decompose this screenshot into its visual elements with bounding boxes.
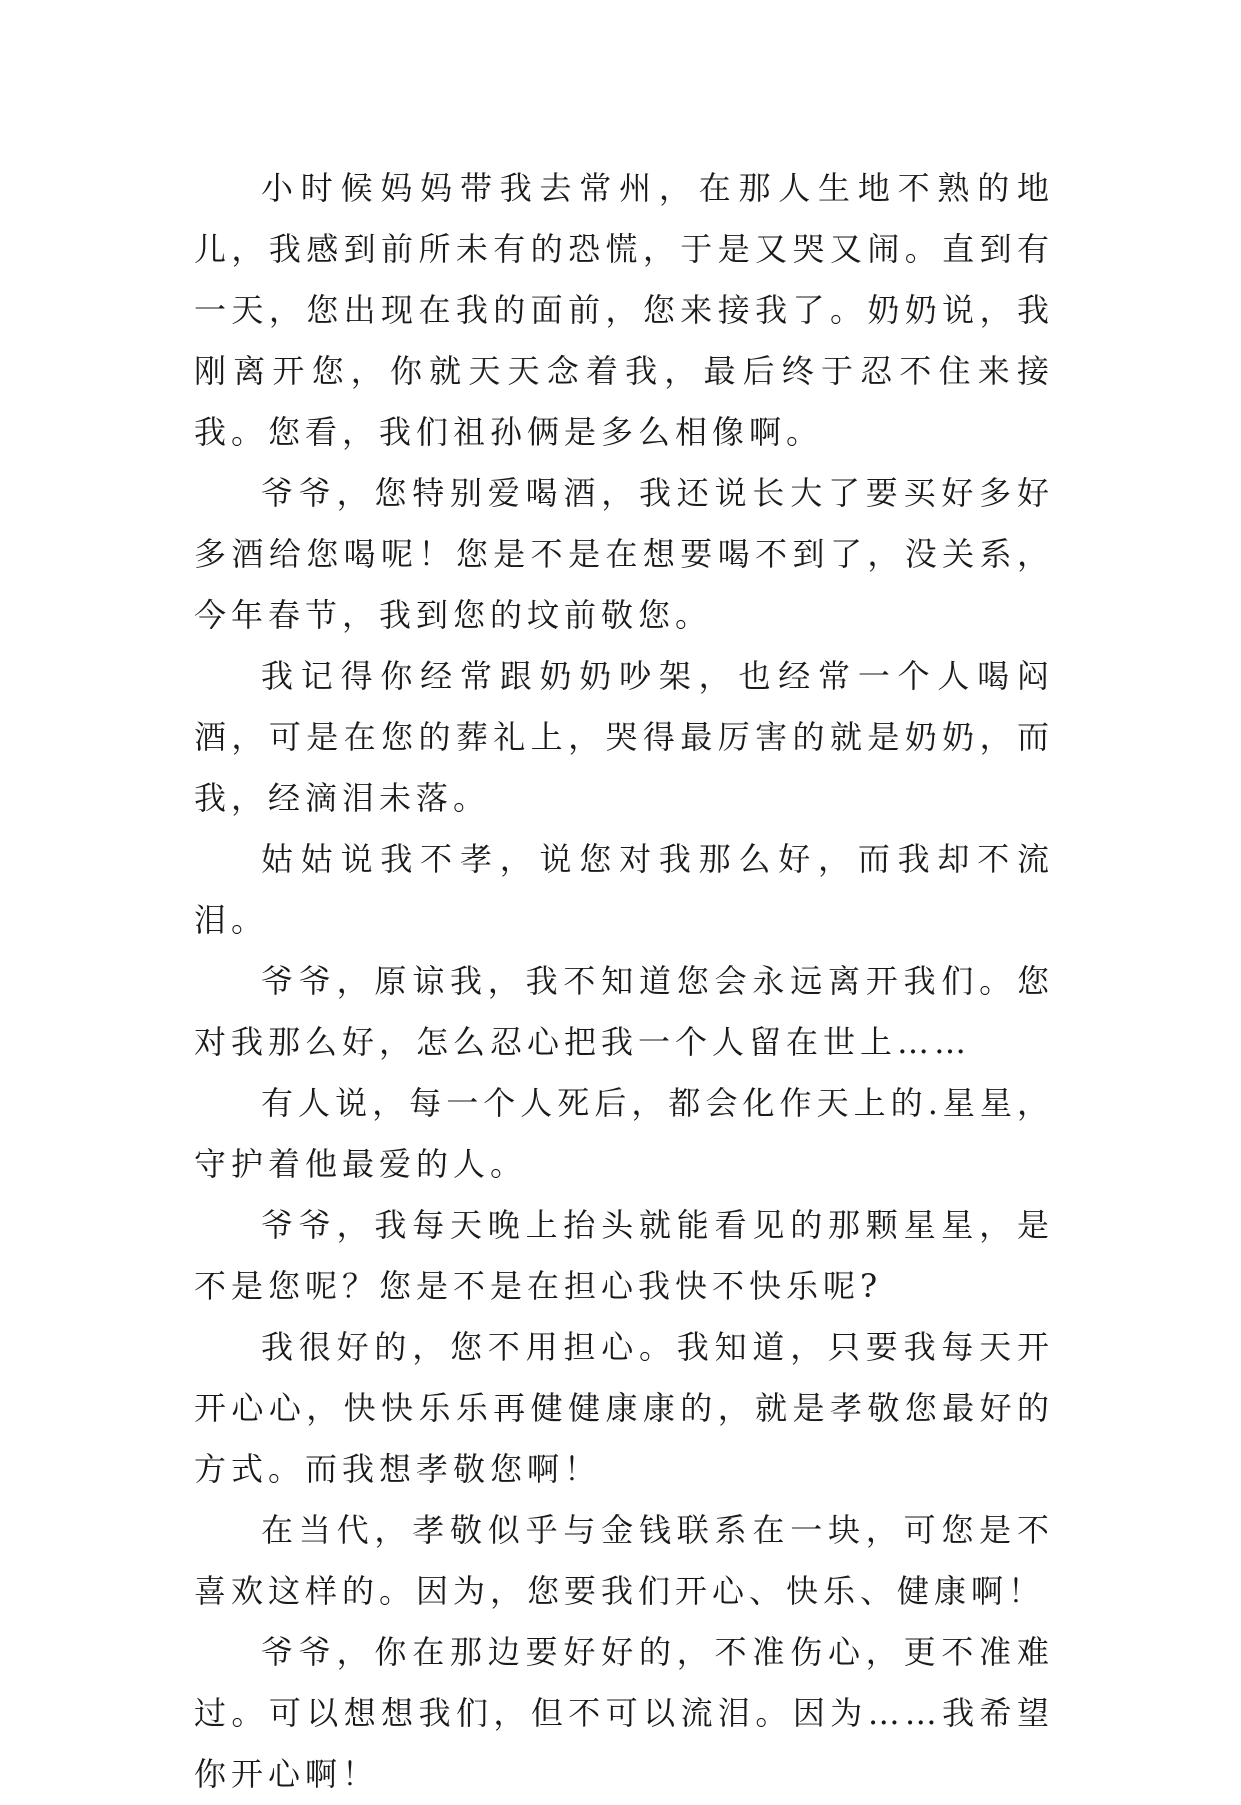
paragraph-6: 有人说，每一个人死后，都会化作天上的.星星，守护着他最爱的人。 xyxy=(194,1084,1054,1183)
paragraph-3: 我记得你经常跟奶奶吵架，也经常一个人喝闷酒，可是在您的葬礼上，哭得最厉害的就是奶奶，而我，经滴泪未落。 xyxy=(194,657,1054,817)
paragraph-10: 爷爷，你在那边要好好的，不准伤心，更不准难过。可以想想我们，但不可以流泪。因为……我希望你开心啊！ xyxy=(194,1633,1054,1793)
body-text xyxy=(194,158,1054,1805)
paragraph-7: 爷爷，我每天晚上抬头就能看见的那颗星星，是不是您呢？您是不是在担心我快不快乐呢? xyxy=(194,1206,1054,1305)
paragraph-5: 爷爷，原谅我，我不知道您会永远离开我们。您对我那么好，怎么忍心把我一个人留在世上…… xyxy=(194,962,1054,1061)
paragraph-8: 我很好的，您不用担心。我知道，只要我每天开开心心，快快乐乐再健健康康的，就是孝敬您最好的方式。而我想孝敬您啊！ xyxy=(194,1328,1054,1488)
paragraph-2: 爷爷，您特别爱喝酒，我还说长大了要买好多好多酒给您喝呢！您是不是在想要喝不到了，没关系，今年春节，我到您的坟前敬您。 xyxy=(194,474,1054,634)
paragraph-1: 小时候妈妈带我去常州，在那人生地不熟的地儿，我感到前所未有的恐慌，于是又哭又闹。直到有一天，您出现在我的面前，您来接我了。奶奶说，我刚离开您，你就天天念着我，最后终于忍不住来接我。您看，我们祖孙俩是多么相像啊。 xyxy=(194,169,1054,451)
paragraph-9: 在当代，孝敬似乎与金钱联系在一块，可您是不喜欢这样的。因为，您要我们开心、快乐、健康啊！ xyxy=(194,1511,1054,1610)
paragraph-4: 姑姑说我不孝，说您对我那么好，而我却不流泪。 xyxy=(194,840,1054,939)
